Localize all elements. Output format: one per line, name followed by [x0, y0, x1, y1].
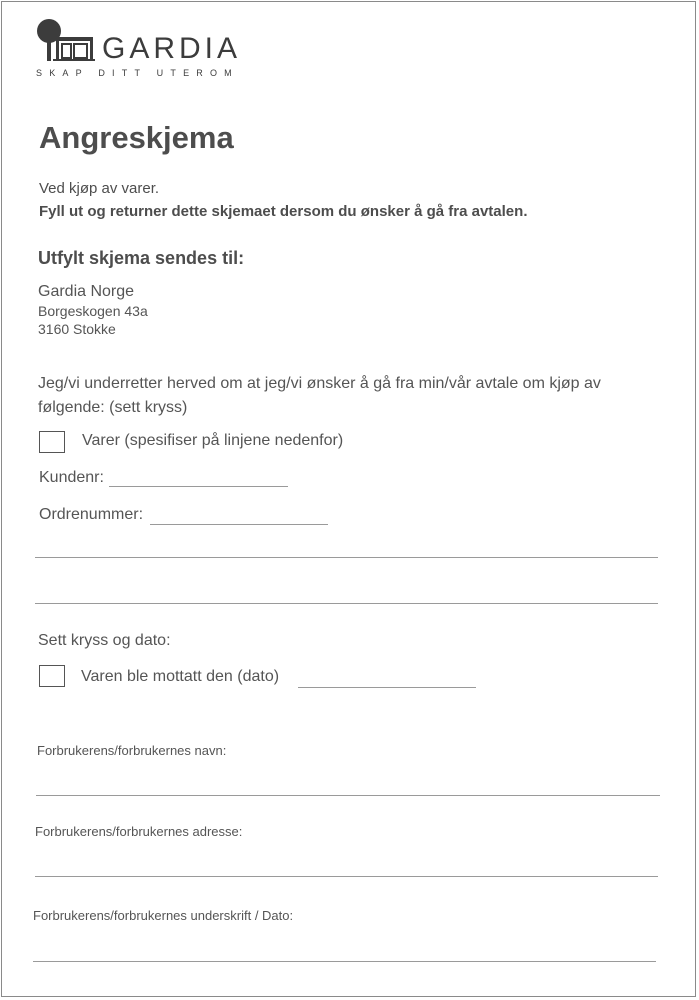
- goods-checkbox-label: Varer (spesifiser på linjene nedenfor): [82, 432, 344, 449]
- intro-instruction: Fyll ut og returner dette skjemaet dersom du ønsker å gå fra avtalen.: [39, 203, 528, 220]
- consumer-signature-label: Forbrukerens/forbrukernes underskrift / Dato:: [33, 908, 294, 923]
- order-number-label: Ordrenummer:: [39, 506, 144, 523]
- send-to-heading: Utfylt skjema sendes til:: [38, 248, 245, 268]
- withdrawal-notice: Jeg/vi underretter herved om at jeg/vi ønsker å gå fra min/vår avtale om kjøp av følgende: (sett kryss): [38, 375, 601, 416]
- consumer-address-label: Forbrukerens/forbrukernes adresse:: [35, 824, 243, 839]
- consumer-signature-field[interactable]: [33, 961, 656, 962]
- received-checkbox-label: Varen ble mottatt den (dato): [81, 668, 280, 685]
- address-company: Gardia Norge: [38, 283, 135, 300]
- customer-number-label: Kundenr:: [39, 469, 104, 486]
- address-street: Borgeskogen 43a: [38, 303, 148, 319]
- order-number-field[interactable]: [150, 524, 328, 525]
- date-section-label: Sett kryss og dato:: [38, 632, 171, 649]
- consumer-name-field[interactable]: [36, 795, 660, 796]
- gardia-logo: [36, 18, 256, 84]
- brand-tagline: SKAP DITT UTEROM: [36, 68, 239, 78]
- goods-spec-line-2[interactable]: [35, 603, 658, 604]
- intro-text: Ved kjøp av varer.: [39, 180, 160, 197]
- goods-checkbox[interactable]: [39, 431, 65, 453]
- customer-number-field[interactable]: [109, 486, 288, 487]
- brand-name: GARDIA: [102, 32, 242, 65]
- address-city: 3160 Stokke: [38, 321, 116, 337]
- tree-pergola-icon: [36, 18, 98, 64]
- received-checkbox[interactable]: [39, 665, 65, 687]
- goods-spec-line-1[interactable]: [35, 557, 658, 558]
- page-title: Angreskjema: [39, 120, 234, 155]
- received-date-field[interactable]: [298, 687, 476, 688]
- consumer-address-field[interactable]: [35, 876, 658, 877]
- consumer-name-label: Forbrukerens/forbrukernes navn:: [37, 743, 227, 758]
